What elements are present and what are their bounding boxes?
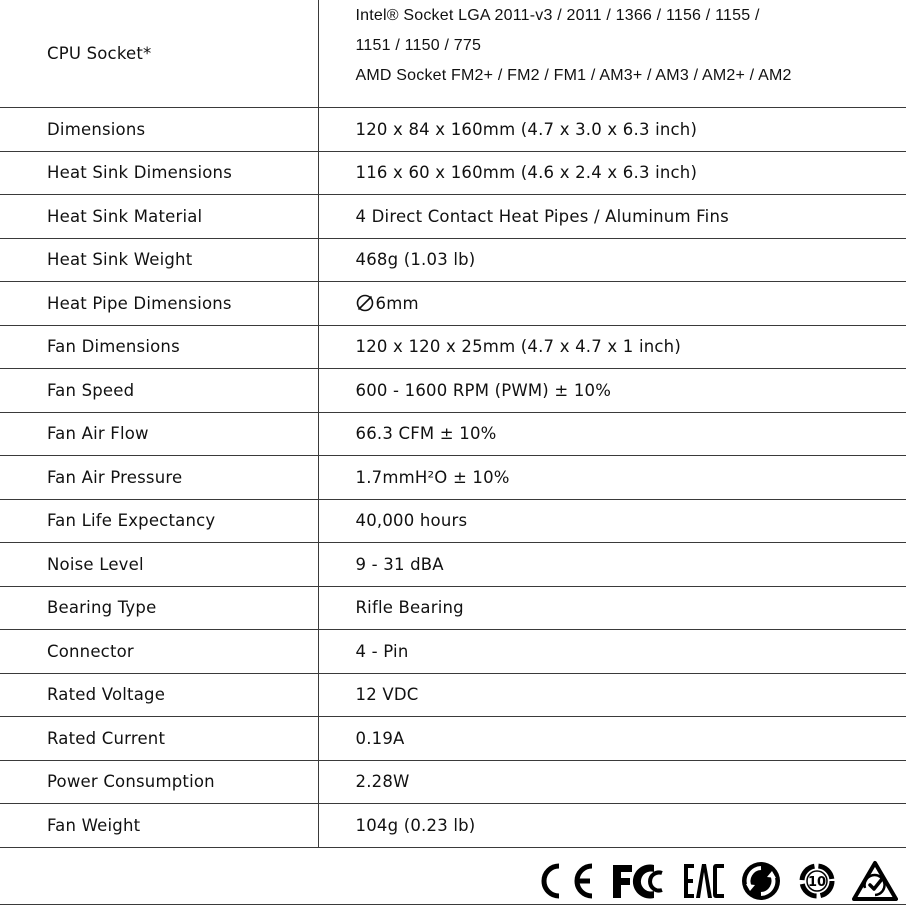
spec-row-dimensions <box>0 108 906 152</box>
spec-label: Rated Current <box>0 717 318 761</box>
spec-label: Noise Level <box>0 543 318 587</box>
spec-value: 12 VDC <box>318 673 906 717</box>
spec-row-fan-air-pressure <box>0 456 906 500</box>
spec-value: 600 - 1600 RPM (PWM) ± 10% <box>318 369 906 413</box>
spec-row-fan-speed <box>0 369 906 413</box>
spec-label: Fan Weight <box>0 804 318 848</box>
spec-label: Heat Sink Material <box>0 195 318 239</box>
spec-label: Fan Air Flow <box>0 412 318 456</box>
spec-value: 2.28W <box>318 760 906 804</box>
spec-row-fan-life-expectancy <box>0 499 906 543</box>
spec-row-power-consumption <box>0 760 906 804</box>
spec-row-rated-voltage <box>0 673 906 717</box>
spec-label: CPU Socket* <box>0 0 318 108</box>
spec-label: Heat Pipe Dimensions <box>0 282 318 326</box>
spec-value <box>318 0 906 108</box>
spec-value: 9 - 31 dBA <box>318 543 906 587</box>
spec-label: Connector <box>0 630 318 674</box>
spec-value: 4 Direct Contact Heat Pipes / Aluminum Fins <box>318 195 906 239</box>
efup-number: 10 <box>807 875 827 890</box>
rcm-mark-icon <box>852 860 898 902</box>
spec-value: 66.3 CFM ± 10% <box>318 412 906 456</box>
spec-label: Dimensions <box>0 108 318 152</box>
spec-value <box>318 282 906 326</box>
spec-value: 120 x 84 x 160mm (4.7 x 3.0 x 6.3 inch) <box>318 108 906 152</box>
spec-value: 4 - Pin <box>318 630 906 674</box>
spec-value: 116 x 60 x 160mm (4.6 x 2.4 x 6.3 inch) <box>318 151 906 195</box>
spec-label: Fan Air Pressure <box>0 456 318 500</box>
spec-row-connector <box>0 630 906 674</box>
heat-pipe-size: 6mm <box>375 293 419 313</box>
spec-row-heat-sink-material <box>0 195 906 239</box>
spec-label: Heat Sink Dimensions <box>0 151 318 195</box>
efup-10-icon <box>796 860 838 902</box>
spec-value: 120 x 120 x 25mm (4.7 x 4.7 x 1 inch) <box>318 325 906 369</box>
spec-label: Heat Sink Weight <box>0 238 318 282</box>
eac-mark-icon <box>682 860 726 902</box>
ce-mark-icon <box>532 860 596 902</box>
green-dot-recycling-icon <box>740 860 782 902</box>
spec-row-heat-sink-weight <box>0 238 906 282</box>
spec-row-rated-current <box>0 717 906 761</box>
spec-row-heat-sink-dimensions <box>0 151 906 195</box>
spec-row-fan-weight <box>0 804 906 848</box>
spec-row-fan-dimensions <box>0 325 906 369</box>
socket-line-intel-cont: 1151 / 1150 / 775 <box>355 36 482 54</box>
certification-marks <box>532 856 898 906</box>
spec-value: 0.19A <box>318 717 906 761</box>
spec-value: Rifle Bearing <box>318 586 906 630</box>
spec-row-cpu-socket <box>0 0 906 108</box>
spec-label: Fan Dimensions <box>0 325 318 369</box>
spec-value: 1.7mmH²O ± 10% <box>318 456 906 500</box>
spec-label: Fan Life Expectancy <box>0 499 318 543</box>
spec-label: Power Consumption <box>0 760 318 804</box>
spec-value: 104g (0.23 lb) <box>318 804 906 848</box>
spec-row-fan-air-flow <box>0 412 906 456</box>
spec-row-heat-pipe-dimensions <box>0 282 906 326</box>
spec-label: Bearing Type <box>0 586 318 630</box>
spec-value: 468g (1.03 lb) <box>318 238 906 282</box>
socket-line-intel: Intel® Socket LGA 2011-v3 / 2011 / 1366 / 1156 / 1155 / <box>355 6 760 24</box>
spec-row-noise-level <box>0 543 906 587</box>
diameter-icon <box>356 294 374 312</box>
spec-row-bearing-type <box>0 586 906 630</box>
spec-label: Fan Speed <box>0 369 318 413</box>
spec-label: Rated Voltage <box>0 673 318 717</box>
bottom-divider <box>0 904 906 905</box>
spec-value: 40,000 hours <box>318 499 906 543</box>
fcc-mark-icon <box>610 860 668 902</box>
socket-line-amd: AMD Socket FM2+ / FM2 / FM1 / AM3+ / AM3 / AM2+ / AM2 <box>355 66 792 84</box>
